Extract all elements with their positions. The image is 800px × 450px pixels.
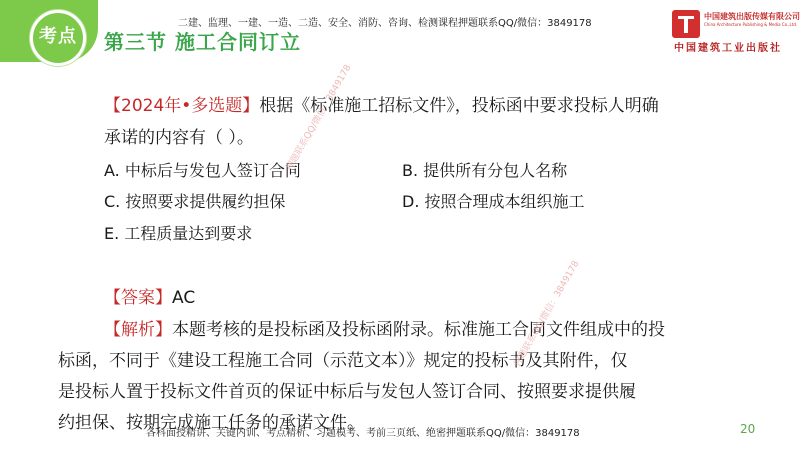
analysis-line-3: 是投标人置于投标文件首页的保证中标后与发包人签订合同、按照要求提供履: [58, 382, 636, 402]
section-badge: 考点: [39, 26, 77, 47]
option-c: C. 按照要求提供履约担保: [104, 192, 286, 211]
section-title: 第三节 施工合同订立: [104, 30, 301, 54]
question-tag: 【2024年•多选题】: [104, 96, 260, 116]
publisher-logo-name: 中国建筑出版传媒有限公司: [704, 12, 800, 21]
watermark-2: 押题联系QQ/微信：3849178: [512, 259, 582, 369]
answer-value: AC: [172, 288, 196, 308]
option-b: B. 提供所有分包人名称: [402, 161, 568, 180]
option-d: D. 按照合理成本组织施工: [402, 192, 585, 211]
watermark-1: 押题联系QQ/微信：3849178: [284, 63, 354, 173]
answer-tag: 【答案】: [104, 288, 172, 308]
option-e: E. 工程质量达到要求: [104, 224, 253, 243]
publisher-logo-english: China Architecture Publishing & Media Co.,Ltd.: [704, 22, 798, 27]
analysis-line-1: [104, 319, 665, 341]
analysis-tag: 【解析】: [104, 320, 172, 340]
option-a: A. 中标后与发包人签订合同: [104, 161, 301, 180]
question-line-1: [104, 95, 659, 117]
analysis-text-1: 本题考核的是投标函及投标函附录。标准施工合同文件组成中的投: [172, 320, 665, 340]
analysis-line-4: 约担保、按期完成施工任务的承诺文件。: [58, 413, 364, 433]
page-number: 20: [740, 422, 756, 436]
question-stem-line-2: 承诺的内容有（ ）。: [104, 128, 254, 148]
answer-line: [104, 287, 195, 309]
question-stem-line-1: 根据《标准施工招标文件》，投标函中要求投标人明确: [259, 96, 659, 116]
analysis-line-2: 标函，不同于《建设工程施工合同（示范文本）》规定的投标书及其附件，仅: [58, 351, 628, 371]
header-contact-text: 二建、监理、一建、一造、二造、安全、消防、咨询、检测课程押题联系QQ/微信：3849178: [178, 18, 592, 29]
publisher-logo-script: 中国建筑工业出版社: [674, 43, 782, 54]
footer-contact-text: 各科面授精讲、关键内训、考点精析、习题模考、考前三页纸、绝密押题联系QQ/微信：3849178: [146, 428, 580, 439]
